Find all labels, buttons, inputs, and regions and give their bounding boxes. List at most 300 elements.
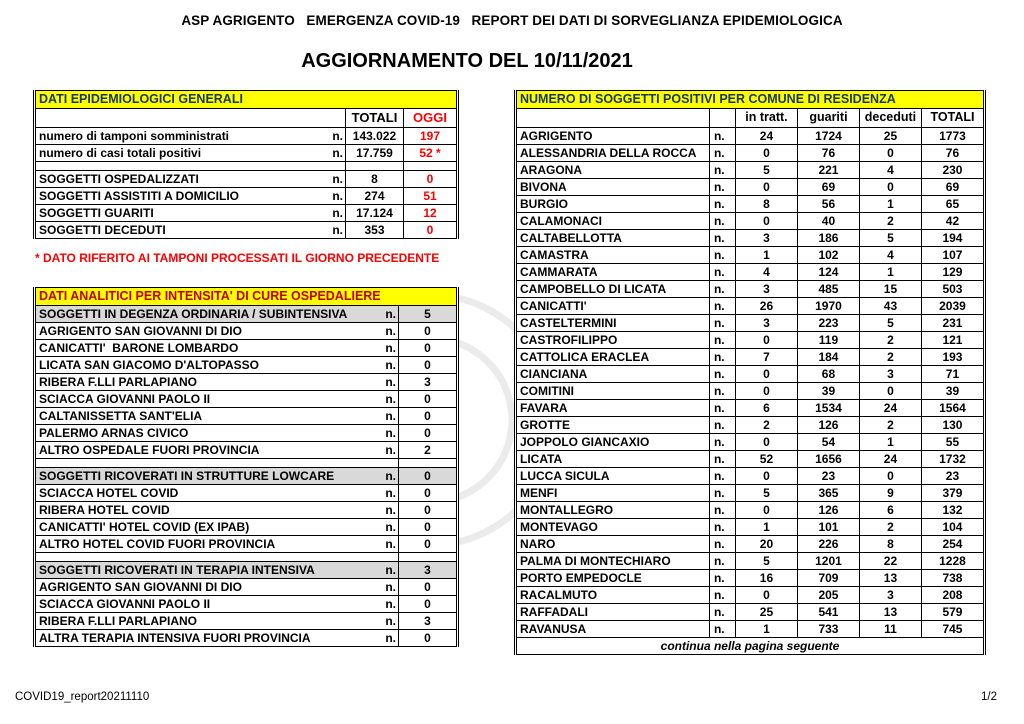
deceduti-cell: 1 <box>859 264 921 281</box>
table-row <box>517 196 984 213</box>
value-cell: 0 <box>399 408 457 425</box>
column-header-oggi: OGGI <box>403 109 456 128</box>
column-header-totali: TOTALI <box>345 109 403 128</box>
blank-row <box>36 162 457 171</box>
comune-label: CANICATTI' <box>517 298 710 315</box>
row-label: SOGGETTI OSPEDALIZZATI <box>36 171 322 188</box>
row-label: RIBERA F.LLI PARLAPIANO <box>36 374 373 391</box>
in-tratt-cell: 0 <box>735 587 797 604</box>
value-cell: 0 <box>399 579 457 596</box>
guariti-cell: 221 <box>797 162 859 179</box>
in-tratt-cell: 0 <box>735 332 797 349</box>
table-row <box>517 400 984 417</box>
guariti-cell: 124 <box>797 264 859 281</box>
n-cell: n. <box>709 400 735 417</box>
oggi-cell: 197 <box>403 128 456 145</box>
guariti-cell: 223 <box>797 315 859 332</box>
table-title-row <box>36 91 457 109</box>
row-label: RIBERA HOTEL COVID <box>36 502 373 519</box>
in-tratt-cell: 26 <box>735 298 797 315</box>
n-cell: n. <box>321 188 345 205</box>
totali-cell: 8 <box>345 171 403 188</box>
empty-header-cell <box>321 109 345 128</box>
totali-cell: 65 <box>921 196 983 213</box>
empty-cell <box>36 553 373 562</box>
table-title-row <box>517 91 984 109</box>
n-cell: n. <box>709 315 735 332</box>
comune-label: RACALMUTO <box>517 587 710 604</box>
row-label: numero di casi totali positivi <box>36 145 322 162</box>
document-filename: COVID19_report20211110 <box>15 691 150 703</box>
n-cell: n. <box>373 425 399 442</box>
in-tratt-cell: 0 <box>735 434 797 451</box>
totali-cell: 17.759 <box>345 145 403 162</box>
empty-cell <box>36 162 322 171</box>
in-tratt-cell: 20 <box>735 536 797 553</box>
in-tratt-cell: 1 <box>735 247 797 264</box>
deceduti-cell: 2 <box>859 332 921 349</box>
n-cell: n. <box>321 205 345 222</box>
totali-cell: 193 <box>921 349 983 366</box>
guariti-cell: 485 <box>797 281 859 298</box>
guariti-cell: 101 <box>797 519 859 536</box>
totali-cell: 104 <box>921 519 983 536</box>
n-cell: n. <box>373 357 399 374</box>
guariti-cell: 119 <box>797 332 859 349</box>
empty-header-cell <box>517 109 710 128</box>
section-row <box>36 562 457 579</box>
deceduti-cell: 3 <box>859 366 921 383</box>
comune-label: CAMMARATA <box>517 264 710 281</box>
empty-header-cell <box>36 109 322 128</box>
table-row <box>517 536 984 553</box>
comune-label: RAFFADALI <box>517 604 710 621</box>
table-row <box>36 357 457 374</box>
comune-label: CATTOLICA ERACLEA <box>517 349 710 366</box>
guariti-cell: 102 <box>797 247 859 264</box>
in-tratt-cell: 8 <box>735 196 797 213</box>
table-row <box>36 630 457 647</box>
comune-label: GROTTE <box>517 417 710 434</box>
n-cell: n. <box>373 408 399 425</box>
n-cell: n. <box>373 391 399 408</box>
table-row <box>517 298 984 315</box>
n-cell: n. <box>709 604 735 621</box>
totali-cell: 76 <box>921 145 983 162</box>
n-cell: n. <box>373 306 399 323</box>
comuni-table-title: NUMERO DI SOGGETTI POSITIVI PER COMUNE DI RESIDENZA <box>517 91 984 109</box>
report-header: ASP AGRIGENTO EMERGENZA COVID-19 REPORT DEI DATI DI SORVEGLIANZA EPIDEMIOLOGICA <box>181 13 843 28</box>
totali-cell: 42 <box>921 213 983 230</box>
n-cell: n. <box>709 349 735 366</box>
n-cell: n. <box>709 145 735 162</box>
n-cell: n. <box>709 281 735 298</box>
totali-cell: 353 <box>345 222 403 239</box>
value-cell: 0 <box>399 536 457 553</box>
empty-cell <box>373 553 399 562</box>
in-tratt-cell: 3 <box>735 230 797 247</box>
comune-label: ALESSANDRIA DELLA ROCCA <box>517 145 710 162</box>
in-tratt-cell: 7 <box>735 349 797 366</box>
table-row <box>517 264 984 281</box>
row-label: CANICATTI' BARONE LOMBARDO <box>36 340 373 357</box>
totali-cell: 579 <box>921 604 983 621</box>
n-cell: n. <box>709 502 735 519</box>
totali-cell: 738 <box>921 570 983 587</box>
empty-cell <box>403 162 456 171</box>
value-cell: 0 <box>399 485 457 502</box>
table-row <box>36 128 457 145</box>
row-label: AGRIGENTO SAN GIOVANNI DI DIO <box>36 579 373 596</box>
totali-cell: 130 <box>921 417 983 434</box>
table-row <box>517 145 984 162</box>
deceduti-cell: 1 <box>859 196 921 213</box>
guariti-cell: 1534 <box>797 400 859 417</box>
value-cell: 3 <box>399 562 457 579</box>
totali-cell: 194 <box>921 230 983 247</box>
value-cell: 2 <box>399 442 457 459</box>
table-row <box>36 145 457 162</box>
in-tratt-cell: 3 <box>735 315 797 332</box>
comune-label: COMITINI <box>517 383 710 400</box>
in-tratt-cell: 0 <box>735 213 797 230</box>
value-cell: 0 <box>399 630 457 647</box>
deceduti-cell: 0 <box>859 179 921 196</box>
totali-cell: 1773 <box>921 128 983 145</box>
totali-cell: 107 <box>921 247 983 264</box>
table-row <box>36 485 457 502</box>
table-row <box>517 179 984 196</box>
in-tratt-cell: 2 <box>735 417 797 434</box>
comune-label: CAMASTRA <box>517 247 710 264</box>
guariti-cell: 733 <box>797 621 859 638</box>
oggi-cell: 12 <box>403 205 456 222</box>
guariti-cell: 709 <box>797 570 859 587</box>
table-row <box>517 434 984 451</box>
table-row <box>36 442 457 459</box>
comune-label: AGRIGENTO <box>517 128 710 145</box>
n-cell: n. <box>373 374 399 391</box>
comune-label: JOPPOLO GIANCAXIO <box>517 434 710 451</box>
in-tratt-cell: 6 <box>735 400 797 417</box>
table-row <box>36 374 457 391</box>
in-tratt-cell: 1 <box>735 519 797 536</box>
deceduti-cell: 0 <box>859 145 921 162</box>
oggi-cell: 0 <box>403 171 456 188</box>
table-row <box>517 417 984 434</box>
in-tratt-cell: 0 <box>735 502 797 519</box>
totali-cell: 230 <box>921 162 983 179</box>
section-row <box>36 306 457 323</box>
blank-row <box>36 459 457 468</box>
guariti-cell: 54 <box>797 434 859 451</box>
guariti-cell: 1724 <box>797 128 859 145</box>
page-number: 1/2 <box>981 691 997 703</box>
deceduti-cell: 2 <box>859 417 921 434</box>
n-cell: n. <box>709 621 735 638</box>
value-cell: 0 <box>399 340 457 357</box>
table-row <box>36 391 457 408</box>
in-tratt-cell: 16 <box>735 570 797 587</box>
guariti-cell: 186 <box>797 230 859 247</box>
table-row <box>36 579 457 596</box>
table-row <box>36 425 457 442</box>
in-tratt-cell: 5 <box>735 485 797 502</box>
table-row <box>517 485 984 502</box>
deceduti-cell: 0 <box>859 383 921 400</box>
n-cell: n. <box>321 222 345 239</box>
totali-cell: 39 <box>921 383 983 400</box>
guariti-cell: 39 <box>797 383 859 400</box>
empty-cell <box>399 459 457 468</box>
table-row <box>517 162 984 179</box>
empty-cell <box>373 459 399 468</box>
totali-cell: 208 <box>921 587 983 604</box>
row-label: ALTRO HOTEL COVID FUORI PROVINCIA <box>36 536 373 553</box>
blank-row <box>36 553 457 562</box>
column-header-in-tratt: in tratt. <box>735 109 797 128</box>
section-label: SOGGETTI RICOVERATI IN TERAPIA INTENSIVA <box>36 562 373 579</box>
section-label: SOGGETTI RICOVERATI IN STRUTTURE LOWCARE <box>36 468 373 485</box>
row-label: CALTANISSETTA SANT'ELIA <box>36 408 373 425</box>
in-tratt-cell: 52 <box>735 451 797 468</box>
comune-label: PORTO EMPEDOCLE <box>517 570 710 587</box>
comune-label: NARO <box>517 536 710 553</box>
table-row <box>36 502 457 519</box>
in-tratt-cell: 0 <box>735 179 797 196</box>
n-cell: n. <box>709 298 735 315</box>
in-tratt-cell: 4 <box>735 264 797 281</box>
guariti-cell: 1970 <box>797 298 859 315</box>
deceduti-cell: 25 <box>859 128 921 145</box>
n-cell: n. <box>709 366 735 383</box>
n-cell: n. <box>709 485 735 502</box>
table-row <box>517 553 984 570</box>
table-row <box>36 519 457 536</box>
comune-label: LICATA <box>517 451 710 468</box>
in-tratt-cell: 0 <box>735 366 797 383</box>
comune-label: MENFI <box>517 485 710 502</box>
value-cell: 5 <box>399 306 457 323</box>
totali-cell: 71 <box>921 366 983 383</box>
totali-cell: 132 <box>921 502 983 519</box>
row-label: LICATA SAN GIACOMO D'ALTOPASSO <box>36 357 373 374</box>
n-cell: n. <box>373 485 399 502</box>
empty-cell <box>345 162 403 171</box>
comune-label: CAMPOBELLO DI LICATA <box>517 281 710 298</box>
comune-label: CASTROFILIPPO <box>517 332 710 349</box>
deceduti-cell: 5 <box>859 230 921 247</box>
table-row <box>517 128 984 145</box>
section-label: SOGGETTI IN DEGENZA ORDINARIA / SUBINTENSIVA <box>36 306 373 323</box>
table-row <box>517 315 984 332</box>
comune-label: LUCCA SICULA <box>517 468 710 485</box>
table-row <box>36 205 457 222</box>
table-row <box>517 383 984 400</box>
n-cell: n. <box>373 468 399 485</box>
table-row <box>517 587 984 604</box>
care-table-title: DATI ANALITICI PER INTENSITA' DI CURE OSPEDALIERE <box>36 288 457 306</box>
table-row <box>36 613 457 630</box>
row-label: ALTRA TERAPIA INTENSIVA FUORI PROVINCIA <box>36 630 373 647</box>
n-cell: n. <box>373 596 399 613</box>
n-cell: n. <box>709 434 735 451</box>
in-tratt-cell: 25 <box>735 604 797 621</box>
n-cell: n. <box>709 179 735 196</box>
row-label: SCIACCA HOTEL COVID <box>36 485 373 502</box>
in-tratt-cell: 5 <box>735 553 797 570</box>
n-cell: n. <box>373 323 399 340</box>
totali-cell: 274 <box>345 188 403 205</box>
table-title-row <box>36 288 457 306</box>
comune-label: RAVANUSA <box>517 621 710 638</box>
deceduti-cell: 1 <box>859 434 921 451</box>
guariti-cell: 226 <box>797 536 859 553</box>
deceduti-cell: 4 <box>859 162 921 179</box>
empty-cell <box>321 162 345 171</box>
deceduti-cell: 24 <box>859 451 921 468</box>
guariti-cell: 126 <box>797 502 859 519</box>
table-footer-row <box>517 638 984 655</box>
guariti-cell: 69 <box>797 179 859 196</box>
table-row <box>517 502 984 519</box>
row-label: numero di tamponi somministrati <box>36 128 322 145</box>
n-cell: n. <box>709 451 735 468</box>
comune-label: CASTELTERMINI <box>517 315 710 332</box>
column-header-totali: TOTALI <box>921 109 983 128</box>
n-cell: n. <box>709 264 735 281</box>
deceduti-cell: 2 <box>859 213 921 230</box>
column-header-row <box>36 109 457 128</box>
table-row <box>36 188 457 205</box>
table-row <box>36 171 457 188</box>
totali-cell: 379 <box>921 485 983 502</box>
table-row <box>517 213 984 230</box>
guariti-cell: 126 <box>797 417 859 434</box>
column-header-row <box>517 109 984 128</box>
totali-cell: 1564 <box>921 400 983 417</box>
guariti-cell: 365 <box>797 485 859 502</box>
comune-label: FAVARA <box>517 400 710 417</box>
totali-cell: 254 <box>921 536 983 553</box>
n-cell: n. <box>321 171 345 188</box>
n-cell: n. <box>709 247 735 264</box>
in-tratt-cell: 3 <box>735 281 797 298</box>
table-row <box>36 408 457 425</box>
n-cell: n. <box>373 442 399 459</box>
table-row <box>517 604 984 621</box>
n-cell: n. <box>373 502 399 519</box>
value-cell: 0 <box>399 468 457 485</box>
table-row <box>517 621 984 638</box>
comune-label: CIANCIANA <box>517 366 710 383</box>
comune-label: MONTEVAGO <box>517 519 710 536</box>
table-row <box>517 230 984 247</box>
in-tratt-cell: 0 <box>735 383 797 400</box>
n-cell: n. <box>373 340 399 357</box>
n-cell: n. <box>709 230 735 247</box>
totali-cell: 1732 <box>921 451 983 468</box>
guariti-cell: 184 <box>797 349 859 366</box>
row-label: SCIACCA GIOVANNI PAOLO II <box>36 391 373 408</box>
guariti-cell: 23 <box>797 468 859 485</box>
comune-label: CALTABELLOTTA <box>517 230 710 247</box>
comuni-table <box>514 90 986 655</box>
guariti-cell: 1201 <box>797 553 859 570</box>
comune-label: MONTALLEGRO <box>517 502 710 519</box>
oggi-cell: 51 <box>403 188 456 205</box>
continuation-note: continua nella pagina seguente <box>517 638 984 655</box>
table-row <box>36 323 457 340</box>
totali-cell: 2039 <box>921 298 983 315</box>
n-cell: n. <box>373 562 399 579</box>
deceduti-cell: 2 <box>859 349 921 366</box>
comune-label: BURGIO <box>517 196 710 213</box>
value-cell: 3 <box>399 374 457 391</box>
n-cell: n. <box>321 128 345 145</box>
comune-label: BIVONA <box>517 179 710 196</box>
guariti-cell: 56 <box>797 196 859 213</box>
n-cell: n. <box>709 417 735 434</box>
n-cell: n. <box>373 630 399 647</box>
deceduti-cell: 22 <box>859 553 921 570</box>
deceduti-cell: 11 <box>859 621 921 638</box>
value-cell: 0 <box>399 596 457 613</box>
empty-header-cell <box>709 109 735 128</box>
totali-cell: 143.022 <box>345 128 403 145</box>
totali-cell: 23 <box>921 468 983 485</box>
n-cell: n. <box>709 536 735 553</box>
row-label: ALTRO OSPEDALE FUORI PROVINCIA <box>36 442 373 459</box>
value-cell: 0 <box>399 357 457 374</box>
empty-cell <box>36 459 373 468</box>
deceduti-cell: 9 <box>859 485 921 502</box>
row-label: AGRIGENTO SAN GIOVANNI DI DIO <box>36 323 373 340</box>
table-row <box>517 570 984 587</box>
guariti-cell: 68 <box>797 366 859 383</box>
n-cell: n. <box>373 613 399 630</box>
deceduti-cell: 5 <box>859 315 921 332</box>
n-cell: n. <box>709 128 735 145</box>
table-row <box>517 519 984 536</box>
n-cell: n. <box>321 145 345 162</box>
tamponi-footnote: * DATO RIFERITO AI TAMPONI PROCESSATI IL GIORNO PRECEDENTE <box>35 251 440 265</box>
n-cell: n. <box>709 468 735 485</box>
deceduti-cell: 3 <box>859 587 921 604</box>
guariti-cell: 1656 <box>797 451 859 468</box>
value-cell: 0 <box>399 323 457 340</box>
general-data-table <box>33 90 459 239</box>
deceduti-cell: 8 <box>859 536 921 553</box>
row-label: PALERMO ARNAS CIVICO <box>36 425 373 442</box>
row-label: SOGGETTI ASSISTITI A DOMICILIO <box>36 188 322 205</box>
row-label: SOGGETTI GUARITI <box>36 205 322 222</box>
deceduti-cell: 15 <box>859 281 921 298</box>
row-label: RIBERA F.LLI PARLAPIANO <box>36 613 373 630</box>
table-row <box>517 366 984 383</box>
n-cell: n. <box>709 162 735 179</box>
table-row <box>36 222 457 239</box>
totali-cell: 55 <box>921 434 983 451</box>
deceduti-cell: 0 <box>859 468 921 485</box>
general-table-title: DATI EPIDEMIOLOGICI GENERALI <box>36 91 457 109</box>
table-row <box>517 451 984 468</box>
totali-cell: 129 <box>921 264 983 281</box>
guariti-cell: 76 <box>797 145 859 162</box>
n-cell: n. <box>709 587 735 604</box>
empty-cell <box>399 553 457 562</box>
row-label: CANICATTI' HOTEL COVID (EX IPAB) <box>36 519 373 536</box>
